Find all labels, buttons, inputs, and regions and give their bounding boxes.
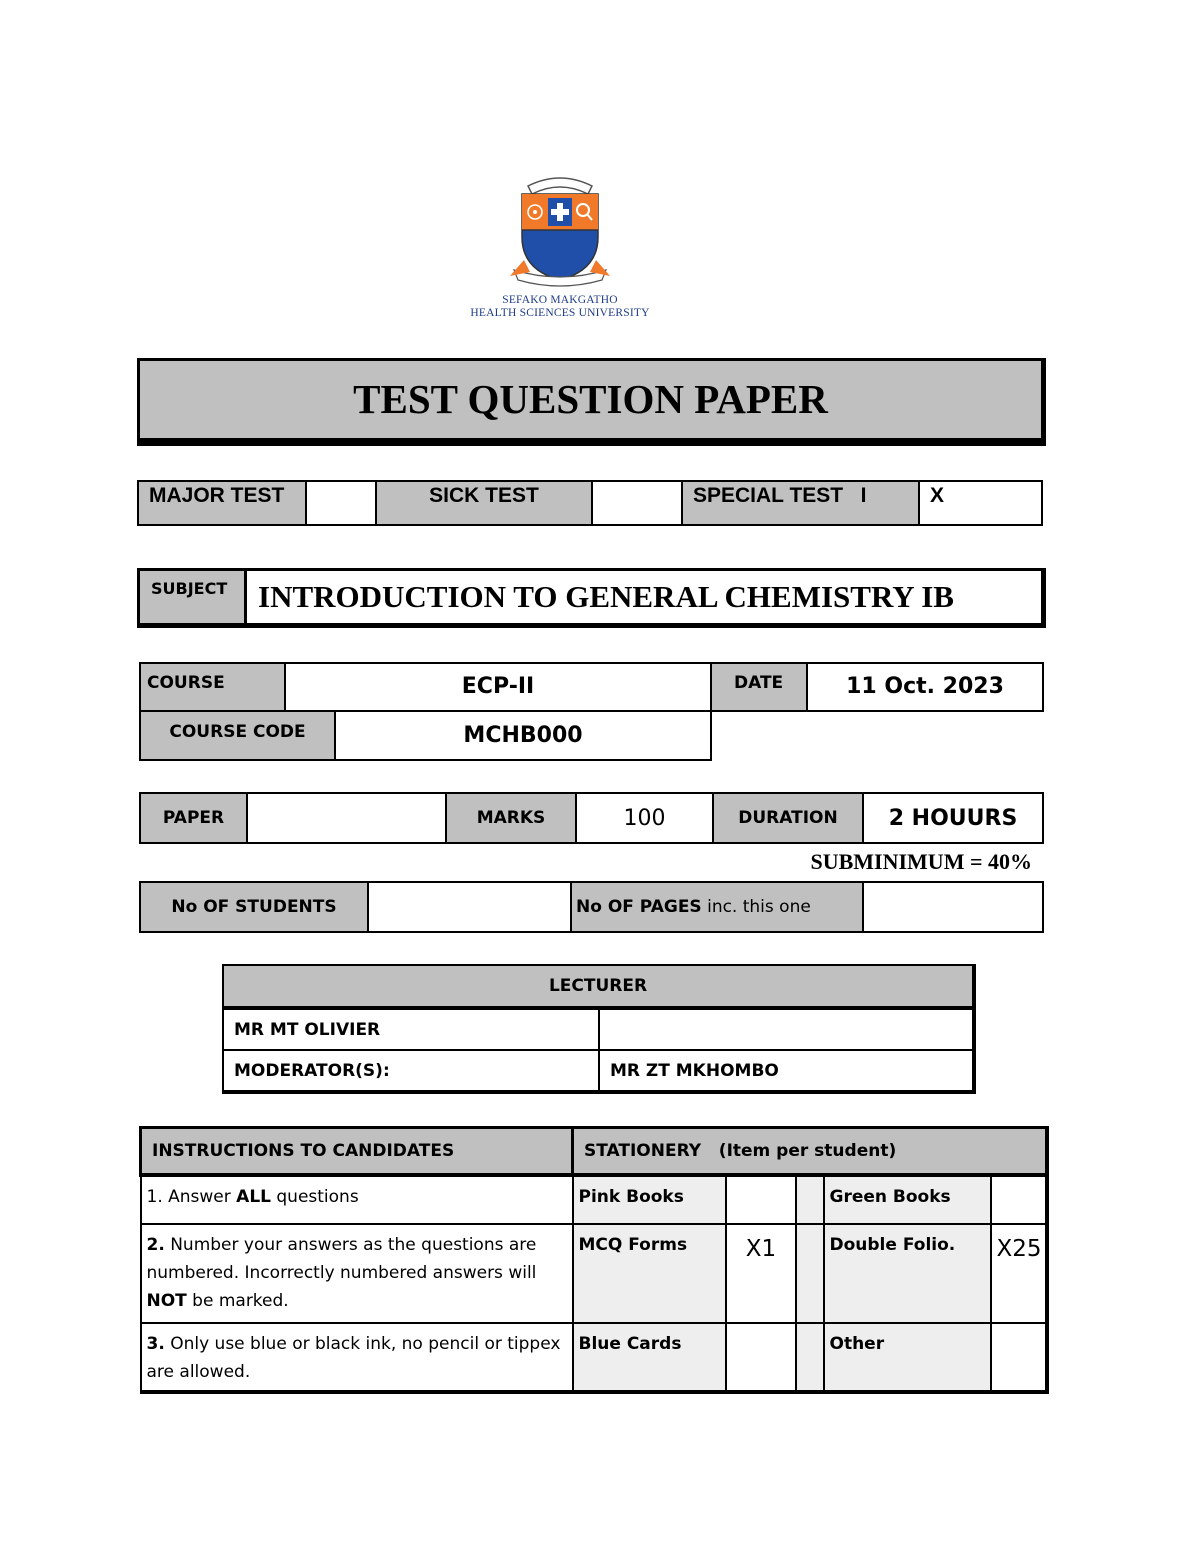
double-folio-qty: X25	[991, 1224, 1047, 1323]
students-label: No OF STUDENTS	[139, 881, 369, 933]
date-value: 11 Oct. 2023	[806, 662, 1044, 712]
instruction-2-number: 2.	[146, 1235, 165, 1255]
course-label: COURSE	[139, 662, 286, 712]
students-value	[367, 881, 572, 933]
instruction-1-emphasis: ALL	[236, 1187, 271, 1207]
pages-label-bold: No OF PAGES	[576, 897, 702, 917]
instruction-3-number: 3.	[146, 1334, 165, 1354]
pink-books-label: Pink Books	[573, 1175, 726, 1224]
logo-text-line2: HEALTH SCIENCES UNIVERSITY	[470, 307, 650, 319]
course-code-label: COURSE CODE	[139, 710, 336, 761]
mcq-forms-spacer	[796, 1224, 824, 1323]
university-logo	[440, 152, 680, 332]
duration-value: 2 HOUURS	[862, 792, 1044, 844]
instruction-2	[141, 1224, 573, 1323]
lecturer-table	[222, 964, 976, 1094]
pages-label	[570, 881, 864, 933]
test-type-row	[137, 480, 1043, 526]
instruction-2-text-c: be marked.	[186, 1291, 289, 1311]
green-books-qty	[991, 1175, 1047, 1224]
other-label: Other	[824, 1323, 991, 1392]
instruction-1	[141, 1175, 573, 1224]
subminimum: SUBMINIMUM = 40%	[810, 849, 1032, 874]
special-test-label: SPECIAL TEST I	[683, 482, 920, 524]
instruction-1-text-c: questions	[270, 1187, 359, 1207]
stationery-header: STATIONERY (Item per student)	[573, 1128, 1047, 1176]
blue-cards-label: Blue Cards	[573, 1323, 726, 1392]
pages-label-rest: inc. this one	[701, 897, 811, 917]
sick-test-label: SICK TEST	[377, 482, 593, 524]
course-value: ECP-II	[284, 662, 712, 712]
duration-label: DURATION	[712, 792, 864, 844]
instruction-1-text-a: Answer	[162, 1187, 237, 1207]
instruction-3	[141, 1323, 573, 1392]
sick-test-box	[593, 482, 683, 524]
major-test-label: MAJOR TEST	[139, 482, 307, 524]
instructions-table	[139, 1126, 1049, 1394]
blue-cards-spacer	[796, 1323, 824, 1392]
logo-text-line1: SEFAKO MAKGATHO	[502, 294, 618, 306]
instruction-1-number: 1.	[146, 1187, 163, 1207]
major-test-box	[307, 482, 377, 524]
course-code-value: MCHB000	[334, 710, 712, 761]
green-books-label: Green Books	[824, 1175, 991, 1224]
university-crest-icon	[440, 152, 680, 292]
pages-value	[862, 881, 1044, 933]
mcq-forms-label: MCQ Forms	[573, 1224, 726, 1323]
pink-books-qty	[726, 1175, 796, 1224]
lecturer-name: MR MT OLIVIER	[223, 1008, 599, 1050]
instruction-2-emphasis: NOT	[146, 1291, 187, 1311]
page-title: TEST QUESTION PAPER	[353, 376, 828, 422]
marks-value: 100	[575, 792, 714, 844]
moderator-name: MR ZT MKHOMBO	[599, 1050, 974, 1092]
subject-value: INTRODUCTION TO GENERAL CHEMISTRY IB	[258, 579, 954, 614]
instructions-header: INSTRUCTIONS TO CANDIDATES	[141, 1128, 573, 1176]
other-qty	[991, 1323, 1047, 1392]
double-folio-label: Double Folio.	[824, 1224, 991, 1323]
paper-value	[246, 792, 447, 844]
paper-label: PAPER	[139, 792, 248, 844]
moderator-label: MODERATOR(S):	[223, 1050, 599, 1092]
mcq-forms-qty: X1	[726, 1224, 796, 1323]
date-label: DATE	[710, 662, 808, 712]
title-box	[137, 358, 1046, 446]
subject-box	[137, 568, 1046, 628]
lecturer-empty-cell	[599, 1008, 974, 1050]
instruction-2-text-a: Number your answers as the questions are numbered. Incorrectly numbered answers will	[146, 1235, 537, 1283]
pink-books-spacer	[796, 1175, 824, 1224]
lecturer-header: LECTURER	[223, 965, 974, 1008]
special-test-mark: X	[930, 484, 945, 507]
blue-cards-qty	[726, 1323, 796, 1392]
instruction-3-text: Only use blue or black ink, no pencil or tippex are allowed.	[146, 1334, 561, 1382]
subject-label: SUBJECT	[140, 571, 247, 623]
marks-label: MARKS	[445, 792, 577, 844]
